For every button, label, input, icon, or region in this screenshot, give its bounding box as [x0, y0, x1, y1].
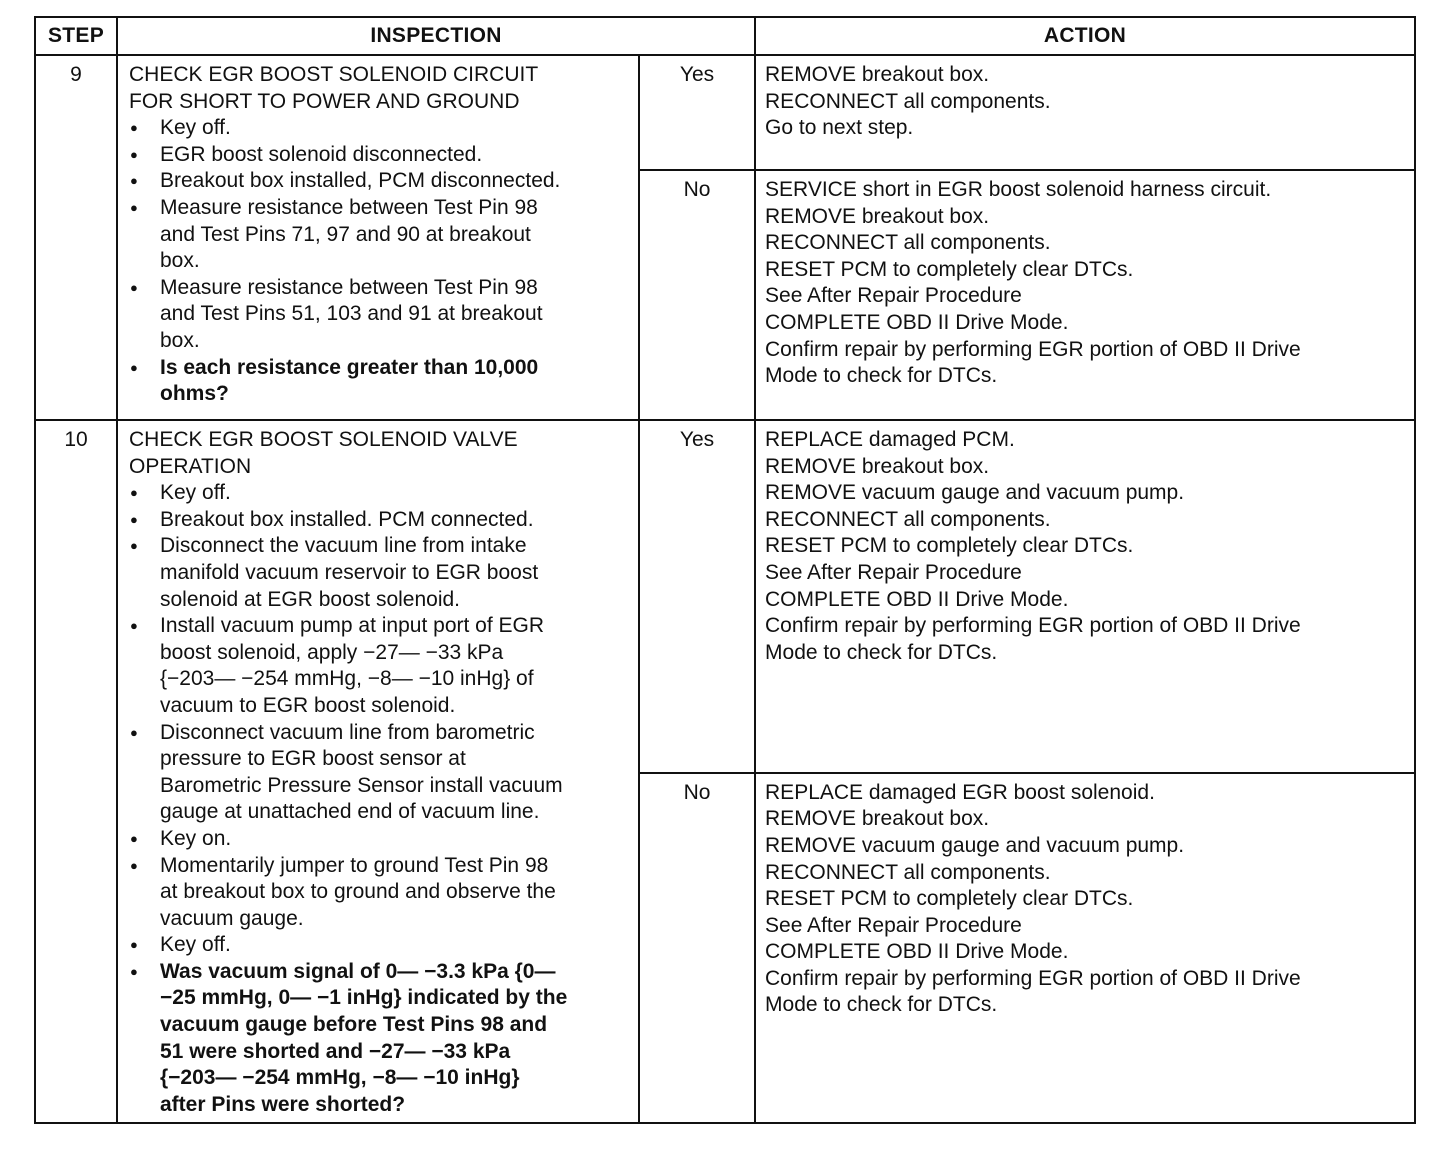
- action-line: RECONNECT all components.: [765, 89, 1051, 113]
- bullet-line: {−203— −254 mmHg, −8— −10 inHg}: [160, 1066, 520, 1090]
- action-line: RESET PCM to completely clear DTCs.: [765, 887, 1134, 911]
- action-line: REPLACE damaged PCM.: [765, 428, 1015, 451]
- action-line: REMOVE breakout box.: [765, 807, 990, 831]
- bullet-item: [129, 507, 634, 534]
- bullet-line: 51 were shorted and −27— −33 kPa: [160, 1039, 511, 1063]
- answer-yes: Yes: [639, 55, 755, 170]
- bullet-line: ● Breakout box installed. PCM connected.: [160, 507, 534, 531]
- action-line: Confirm repair by performing EGR portion of OBD II Drive: [765, 337, 1301, 361]
- bullet-line: ohms?: [160, 382, 229, 406]
- bullet-line: ● Install vacuum pump at input port of EGR: [160, 614, 545, 638]
- bullet-line: pressure to EGR boost sensor at: [160, 747, 466, 771]
- action-line: SERVICE short in EGR boost solenoid harness circuit.: [765, 178, 1272, 201]
- inspection-bullets: [129, 115, 634, 408]
- action-line: COMPLETE OBD II Drive Mode.: [765, 940, 1069, 964]
- action-line: Confirm repair by performing EGR portion of OBD II Drive: [765, 966, 1301, 990]
- action-line: RESET PCM to completely clear DTCs.: [765, 534, 1134, 558]
- bullet-line: ● Is each resistance greater than 10,000: [160, 355, 539, 379]
- bullet-line: gauge at unattached end of vacuum line.: [160, 800, 540, 824]
- bullet-question: [129, 355, 634, 408]
- bullet-item: [129, 480, 634, 507]
- answer-no: No: [639, 170, 755, 420]
- bullet-item: [129, 195, 634, 275]
- bullet-item: [129, 613, 634, 719]
- action-line: REPLACE damaged EGR boost solenoid.: [765, 780, 1155, 804]
- action-line: See After Repair Procedure: [765, 560, 1022, 584]
- bullet-line: vacuum gauge.: [160, 906, 304, 930]
- action-line: REMOVE breakout box.: [765, 63, 990, 86]
- action-line: REMOVE vacuum gauge and vacuum pump.: [765, 481, 1185, 505]
- bullet-line: vacuum to EGR boost solenoid.: [160, 693, 456, 717]
- action-line: Go to next step.: [765, 116, 914, 140]
- action-line: RECONNECT all components.: [765, 507, 1051, 531]
- inspection-title: CHECK EGR BOOST SOLENOID VALVE: [129, 428, 518, 451]
- step-number: 10: [35, 420, 117, 1123]
- bullet-line: ● Disconnect vacuum line from barometric: [160, 720, 535, 744]
- bullet-line: −25 mmHg, 0— −1 inHg} indicated by the: [160, 986, 568, 1010]
- bullet-line: manifold vacuum reservoir to EGR boost: [160, 560, 539, 584]
- bullet-line: vacuum gauge before Test Pins 98 and: [160, 1013, 548, 1037]
- action-line: Mode to check for DTCs.: [765, 364, 998, 388]
- action-no: [755, 773, 1415, 1124]
- action-line: Mode to check for DTCs.: [765, 993, 998, 1017]
- bullet-line: Barometric Pressure Sensor install vacuum: [160, 773, 563, 797]
- action-yes: [755, 420, 1415, 773]
- action-yes: [755, 55, 1415, 170]
- bullet-line: ● Key off.: [160, 481, 231, 505]
- header-inspection: INSPECTION: [117, 17, 755, 55]
- bullet-line: {−203— −254 mmHg, −8— −10 inHg} of: [160, 667, 534, 691]
- bullet-item: [129, 853, 634, 933]
- answer-no: No: [639, 773, 755, 1124]
- bullet-line: ● Breakout box installed, PCM disconnected.: [160, 169, 561, 193]
- bullet-line: ● Was vacuum signal of 0— −3.3 kPa {0—: [160, 959, 556, 983]
- inspection-title: OPERATION: [129, 454, 252, 478]
- bullet-item: [129, 115, 634, 142]
- action-line: REMOVE breakout box.: [765, 204, 990, 228]
- bullet-line: and Test Pins 51, 103 and 91 at breakout: [160, 302, 543, 326]
- step-number: 9: [35, 55, 117, 420]
- header-step: STEP: [35, 17, 117, 55]
- bullet-line: ● Key off.: [160, 116, 231, 140]
- bullet-line: ● Key off.: [160, 933, 231, 957]
- bullet-line: boost solenoid, apply −27— −33 kPa: [160, 640, 504, 664]
- action-line: REMOVE vacuum gauge and vacuum pump.: [765, 833, 1185, 857]
- step-10-row-yes: [35, 420, 1415, 773]
- bullet-line: and Test Pins 71, 97 and 90 at breakout: [160, 222, 531, 246]
- bullet-item: [129, 275, 634, 355]
- bullet-item: [129, 826, 634, 853]
- action-line: Mode to check for DTCs.: [765, 640, 998, 664]
- bullet-line: ● Measure resistance between Test Pin 98: [160, 275, 538, 299]
- step-9-row-yes: [35, 55, 1415, 170]
- step-9-inspection: [117, 55, 639, 420]
- bullet-item: [129, 932, 634, 959]
- bullet-line: box.: [160, 249, 200, 273]
- action-line: REMOVE breakout box.: [765, 454, 990, 478]
- bullet-line: box.: [160, 328, 200, 352]
- bullet-question: [129, 959, 634, 1119]
- action-line: RESET PCM to completely clear DTCs.: [765, 257, 1134, 281]
- bullet-line: ● Disconnect the vacuum line from intake: [160, 534, 527, 558]
- bullet-line: ● EGR boost solenoid disconnected.: [160, 142, 483, 166]
- header-row: [35, 17, 1415, 55]
- action-line: COMPLETE OBD II Drive Mode.: [765, 587, 1069, 611]
- inspection-title: FOR SHORT TO POWER AND GROUND: [129, 89, 520, 113]
- header-action: ACTION: [755, 17, 1415, 55]
- bullet-item: [129, 168, 634, 195]
- step-10-inspection: [117, 420, 639, 1123]
- action-line: See After Repair Procedure: [765, 913, 1022, 937]
- inspection-bullets: [129, 480, 634, 1118]
- action-line: RECONNECT all components.: [765, 231, 1051, 255]
- answer-yes: Yes: [639, 420, 755, 773]
- bullet-line: solenoid at EGR boost solenoid.: [160, 587, 461, 611]
- bullet-item: [129, 720, 634, 826]
- inspection-title: CHECK EGR BOOST SOLENOID CIRCUIT: [129, 63, 539, 86]
- bullet-item: [129, 142, 634, 169]
- bullet-line: ● Momentarily jumper to ground Test Pin 98: [160, 853, 549, 877]
- bullet-item: [129, 533, 634, 613]
- bullet-line: ● Measure resistance between Test Pin 98: [160, 195, 538, 219]
- action-line: RECONNECT all components.: [765, 860, 1051, 884]
- action-no: [755, 170, 1415, 420]
- action-line: See After Repair Procedure: [765, 284, 1022, 308]
- action-line: COMPLETE OBD II Drive Mode.: [765, 310, 1069, 334]
- bullet-line: at breakout box to ground and observe the: [160, 880, 556, 904]
- action-line: Confirm repair by performing EGR portion of OBD II Drive: [765, 614, 1301, 638]
- bullet-line: after Pins were shorted?: [160, 1092, 406, 1116]
- diagnostic-procedure-table: [34, 16, 1416, 1124]
- bullet-line: ● Key on.: [160, 826, 232, 850]
